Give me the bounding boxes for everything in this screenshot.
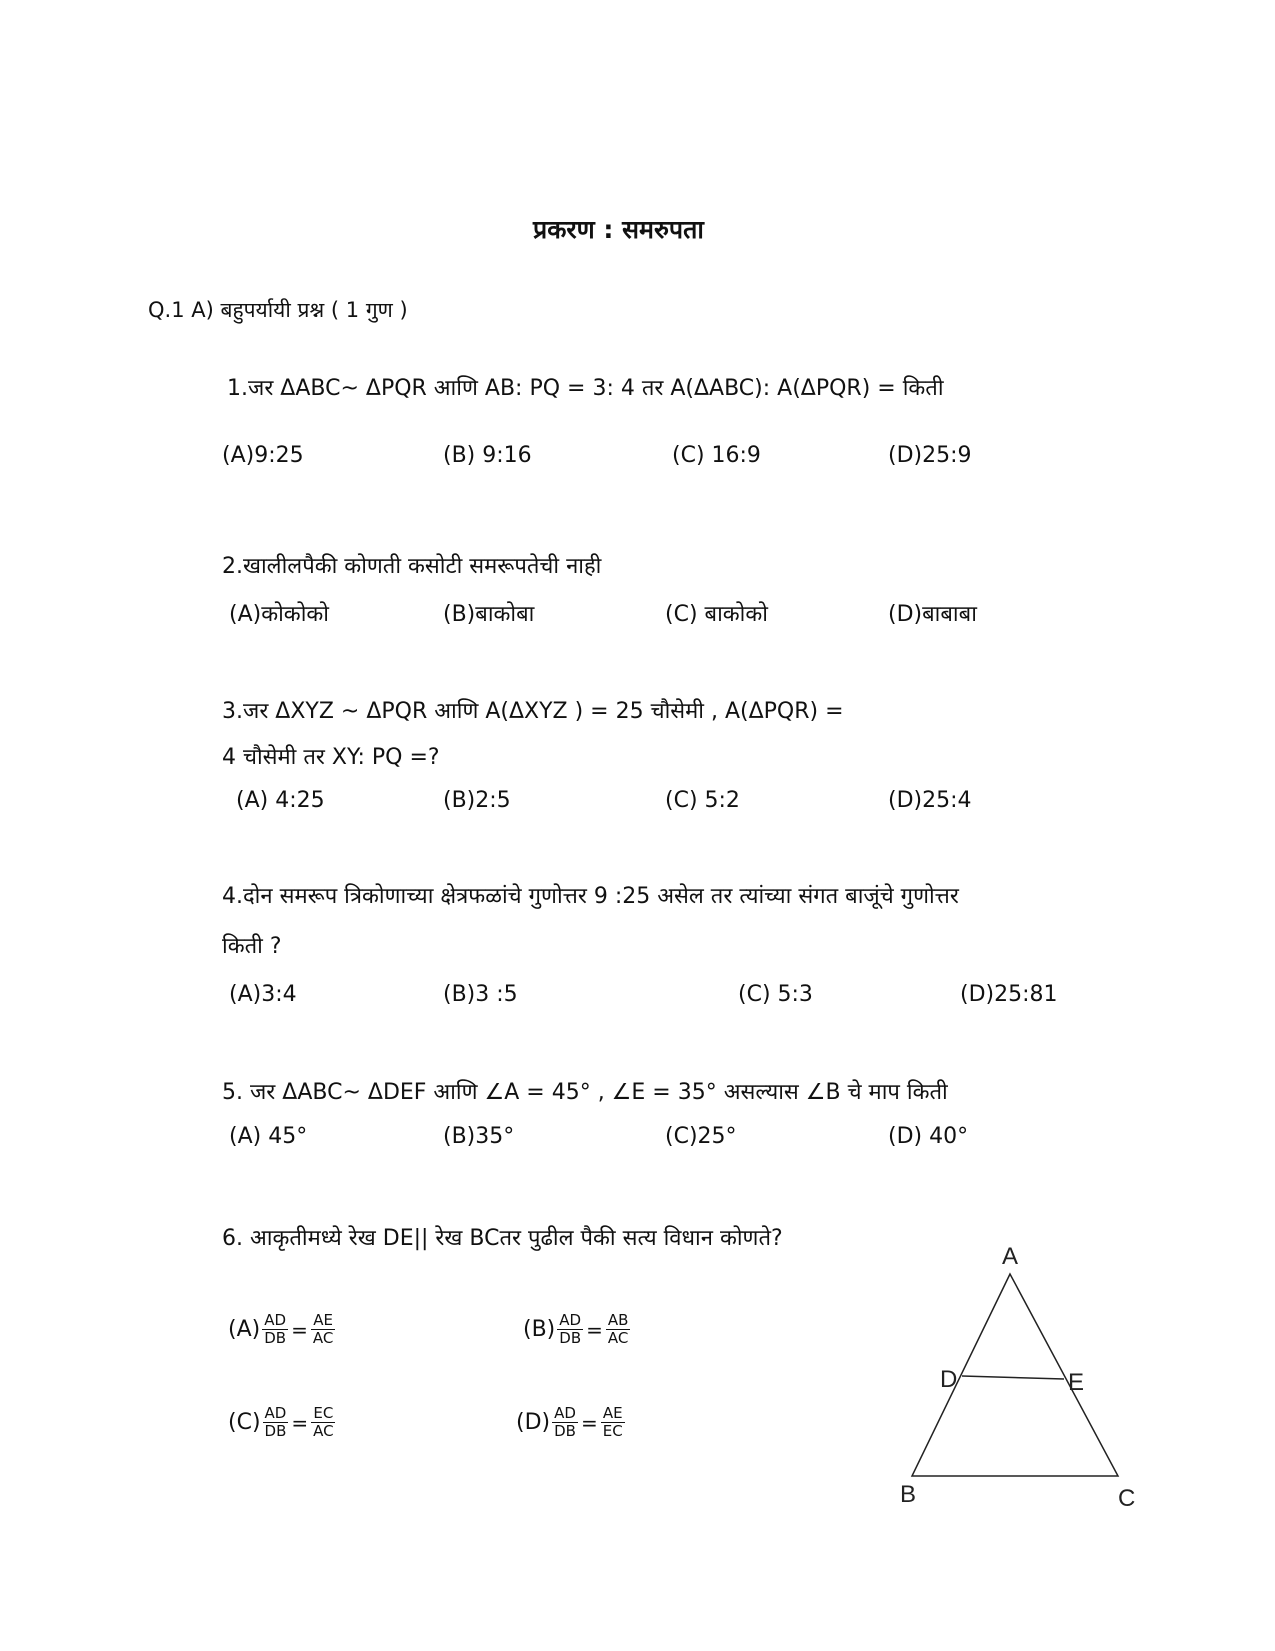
- vertex-label-a: A: [1002, 1243, 1019, 1270]
- question-6-option-d: [516, 1405, 627, 1441]
- question-6-option-c: [228, 1405, 338, 1441]
- question-4-option-c: (C) 5:3: [738, 982, 813, 1007]
- option-label: (A): [228, 1317, 261, 1343]
- fraction-left: [263, 1405, 289, 1441]
- question-4-option-a: (A)3:4: [229, 982, 297, 1007]
- fraction-left: [557, 1312, 583, 1348]
- fraction-right: [606, 1312, 631, 1348]
- question-6-text: 6. आकृतीमध्ये रेख DE|| रेख BCतर पुढील पैकी सत्य विधान कोणते?: [222, 1226, 783, 1251]
- vertex-label-e: E: [1068, 1369, 1085, 1396]
- option-label: (C): [228, 1410, 261, 1436]
- denominator: DB: [554, 1422, 576, 1441]
- question-3-text-line2: 4 चौसेमी तर XY: PQ =?: [222, 745, 440, 770]
- numerator: AE: [313, 1311, 333, 1329]
- vertex-label-c: C: [1118, 1485, 1136, 1512]
- question-2-option-a: (A)कोकोको: [229, 602, 329, 627]
- question-2-option-b: (B)बाकोबा: [443, 602, 535, 627]
- triangle-figure: [880, 1240, 1160, 1520]
- option-label: (B): [523, 1317, 556, 1343]
- numerator: AD: [554, 1404, 576, 1422]
- fraction-right: [311, 1312, 335, 1348]
- fraction-right: [311, 1405, 335, 1441]
- question-5-text: 5. जर ΔABC~ ΔDEF आणि ∠A = 45° , ∠E = 35° असल्यास ∠B चे माप किती: [222, 1080, 948, 1105]
- question-4-option-b: (B)3 :5: [443, 982, 518, 1007]
- numerator: AE: [602, 1404, 623, 1422]
- question-3-option-c: (C) 5:2: [665, 788, 740, 813]
- equals-sign: =: [291, 1317, 308, 1342]
- section-heading: Q.1 A) बहुपर्यायी प्रश्न ( 1 गुण ): [148, 298, 408, 322]
- question-4-text: 4.दोन समरूप त्रिकोणाच्या क्षेत्रफळांचे गुणोत्तर 9 :25 असेल तर त्यांच्या संगत बाजूंचे गुणोत्तर: [222, 884, 959, 909]
- denominator: DB: [559, 1329, 582, 1348]
- numerator: AD: [559, 1311, 582, 1329]
- question-1-text: 1.जर ΔABC~ ΔPQR आणि AB: PQ = 3: 4 तर A(ΔABC): A(ΔPQR) = किती: [227, 376, 944, 401]
- segment-de: [962, 1376, 1064, 1379]
- question-3-option-d: (D)25:4: [888, 788, 972, 813]
- denominator: AC: [607, 1329, 629, 1348]
- question-6-option-a: [228, 1312, 337, 1348]
- question-6-option-b: [523, 1312, 632, 1348]
- numerator: EC: [313, 1404, 334, 1422]
- equals-sign: =: [586, 1317, 603, 1342]
- denominator: DB: [264, 1329, 287, 1348]
- option-label: (D): [516, 1410, 551, 1436]
- question-4-option-d: (D)25:81: [960, 982, 1058, 1007]
- question-5-option-b: (B)35°: [443, 1124, 515, 1149]
- fraction-left: [262, 1312, 288, 1348]
- question-2-text: 2.खालीलपैकी कोणती कसोटी समरूपतेची नाही: [222, 554, 602, 579]
- question-1-option-c: (C) 16:9: [672, 443, 761, 468]
- question-3-option-a: (A) 4:25: [236, 788, 325, 813]
- question-3-option-b: (B)2:5: [443, 788, 511, 813]
- denominator: EC: [602, 1422, 623, 1441]
- vertex-label-d: D: [940, 1366, 958, 1393]
- question-1-option-d: (D)25:9: [888, 443, 972, 468]
- equals-sign: =: [580, 1410, 598, 1435]
- question-2-option-c: (C) बाकोको: [665, 602, 768, 627]
- denominator: AC: [312, 1329, 334, 1348]
- question-2-option-d: (D)बाबाबा: [888, 602, 977, 627]
- question-5-option-d: (D) 40°: [888, 1124, 969, 1149]
- question-1-option-a: (A)9:25: [222, 443, 304, 468]
- denominator: AC: [313, 1422, 334, 1441]
- question-5-option-c: (C)25°: [665, 1124, 737, 1149]
- question-5-option-a: (A) 45°: [229, 1124, 308, 1149]
- numerator: AD: [264, 1311, 287, 1329]
- numerator: AB: [607, 1311, 629, 1329]
- page-title: प्रकरण : समरुपता: [533, 215, 704, 244]
- fraction-left: [552, 1405, 578, 1441]
- question-3-text: 3.जर ΔXYZ ~ ΔPQR आणि A(ΔXYZ ) = 25 चौसेमी , A(ΔPQR) =: [222, 699, 844, 724]
- question-1-option-b: (B) 9:16: [443, 443, 532, 468]
- fraction-right: [601, 1405, 625, 1441]
- denominator: DB: [264, 1422, 287, 1441]
- numerator: AD: [264, 1404, 287, 1422]
- question-4-text-line2: किती ?: [222, 934, 282, 959]
- equals-sign: =: [291, 1410, 309, 1435]
- vertex-label-b: B: [900, 1481, 917, 1508]
